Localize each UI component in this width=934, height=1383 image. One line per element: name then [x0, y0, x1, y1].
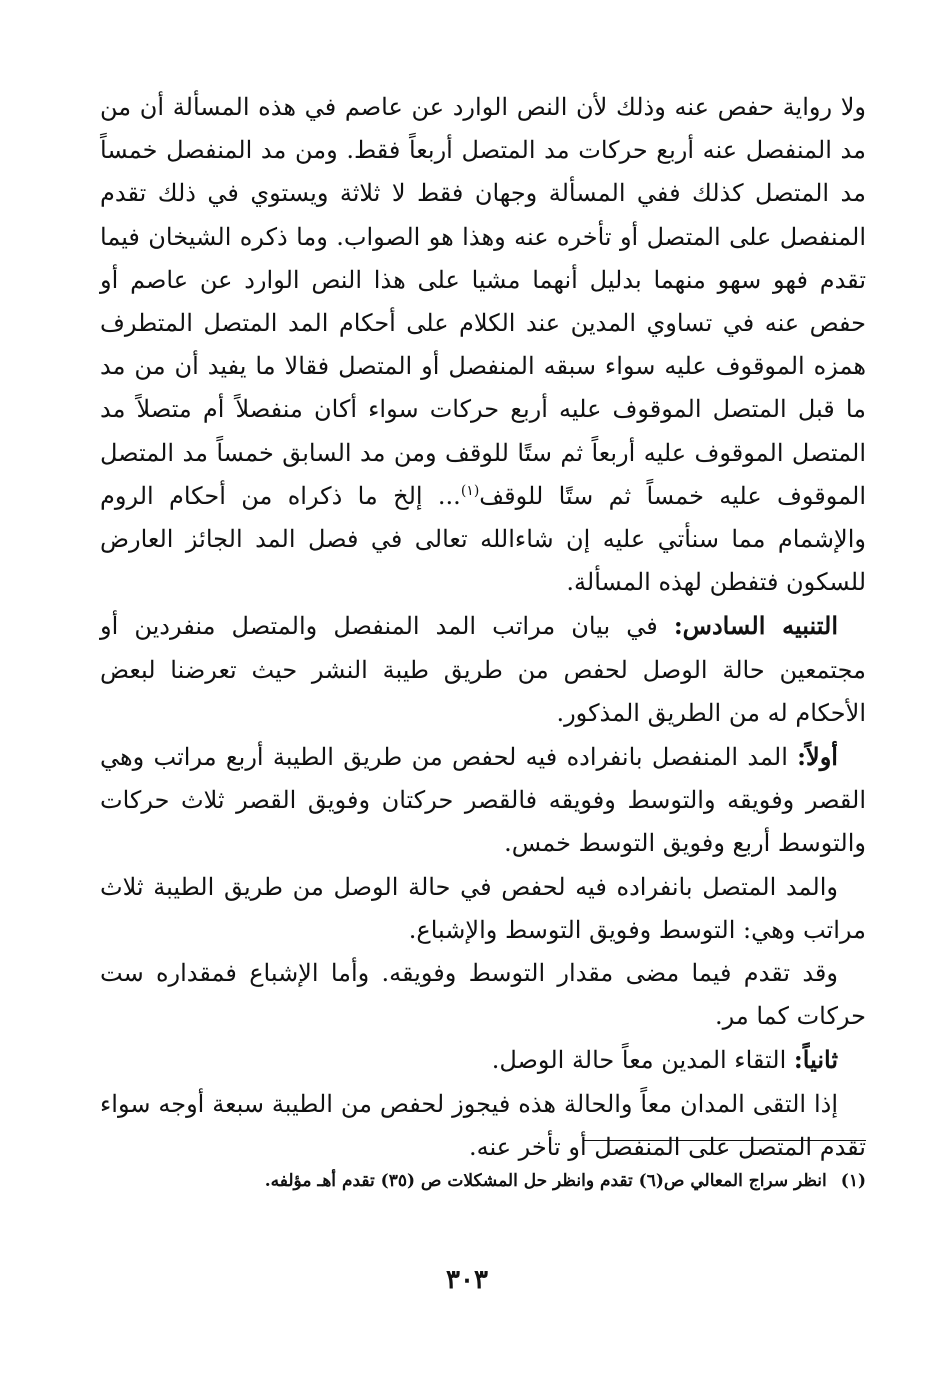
footnote — [100, 1168, 866, 1194]
paragraph-first — [100, 735, 866, 866]
paragraph-sixth-note — [100, 604, 866, 735]
first-heading: أولاً: — [797, 742, 838, 772]
footnote-reference[interactable]: (١) — [460, 482, 480, 499]
first-text: المد المنفصل بانفراده فيه لحفص من طريق الطيبة أربع مراتب وهي القصر وفويقه والتوسط وفويقه فالقصر حركتان وفويق القصر ثلاث حركات والتوسط أربع وفويق التوسط خمس. — [100, 743, 866, 858]
footnote-text: انظر سراج المعالي ص(٦) تقدم وانظر حل المشكلات ص (٣٥) تقدم أهـ مؤلفه. — [264, 1171, 827, 1191]
paragraph-meeting — [100, 1083, 866, 1169]
paragraph-second — [100, 1038, 866, 1082]
sixth-note-text: في بيان مراتب المد المنفصل والمتصل منفردين أو مجتمعين حالة الوصل لحفص من طريق طيبة النشر حيث تعرضنا لبعض الأحكام له من الطريق المذكور. — [100, 612, 866, 727]
paragraph-1-continuation: ... إلخ ما ذكراه من أحكام الروم والإشمام مما سنأتي عليه إن شاءالله تعالى في فصل المد الجائز العارض للسكون فتفطن لهذه المسألة. — [100, 481, 866, 597]
second-heading: ثانياً: — [793, 1045, 838, 1075]
page-number: ٣٠٣ — [446, 1265, 488, 1295]
paragraph-connected-madd — [100, 866, 866, 952]
connected-madd-text: والمد المتصل بانفراده فيه لحفص في حالة الوصل من طريق الطيبة ثلاث مراتب وهي: التوسط وفويق التوسط والإشباع. — [100, 872, 866, 944]
second-text: التقاء المدين معاً حالة الوصل. — [491, 1046, 787, 1075]
footnote-number: (١) — [840, 1171, 866, 1191]
paragraph-1 — [100, 86, 866, 604]
sixth-note-heading: التنبيه السادس: — [673, 611, 838, 641]
meeting-text: إذا التقى المدان معاً والحالة هذه فيجوز لحفص من الطيبة سبعة أوجه سواء تقدم المتصل على المنفصل أو تأخر عنه. — [100, 1089, 866, 1161]
footnote-separator — [584, 1140, 866, 1141]
page-body — [100, 86, 866, 1169]
paragraph-1-text: ولا رواية حفص عنه وذلك لأن النص الوارد عن عاصم في هذه المسألة أن من مد المنفصل عنه أربع حركات مد المتصل أربعاً فقط. ومن مد المنفصل خمساً مد المتصل كذلك ففي المسألة وجهان فقط لا ثلاثة ويستوي في ذلك تقدم المنفصل على المتصل أو تأخره عنه وهذا هو الصواب. وما ذكره الشيخان فيما تقدم فهو سهو منهما بدليل أنهما مشيا على هذا النص الوارد عن عاصم أو حفص عنه في تساوي المدين عند الكلام على أحكام المد المتصل المتطرف همزه الموقوف عليه سواء سبقه المنفصل أو المتصل فقالا ما يفيد أن من مد ما قبل المتصل الموقوف عليه أربع حركات سواء أكان منفصلاً أم متصلاً مد المتصل الموقوف عليه أربعاً ثم ستًا للوقف ومن مد السابق خمساً مد المتصل الموقوف عليه خمساً ثم ستًا للوقف — [100, 93, 867, 510]
paragraph-previously — [100, 952, 866, 1038]
previously-text: وقد تقدم فيما مضى مقدار التوسط وفويقه. وأما الإشباع فمقداره ست حركات كما مر. — [100, 959, 866, 1031]
